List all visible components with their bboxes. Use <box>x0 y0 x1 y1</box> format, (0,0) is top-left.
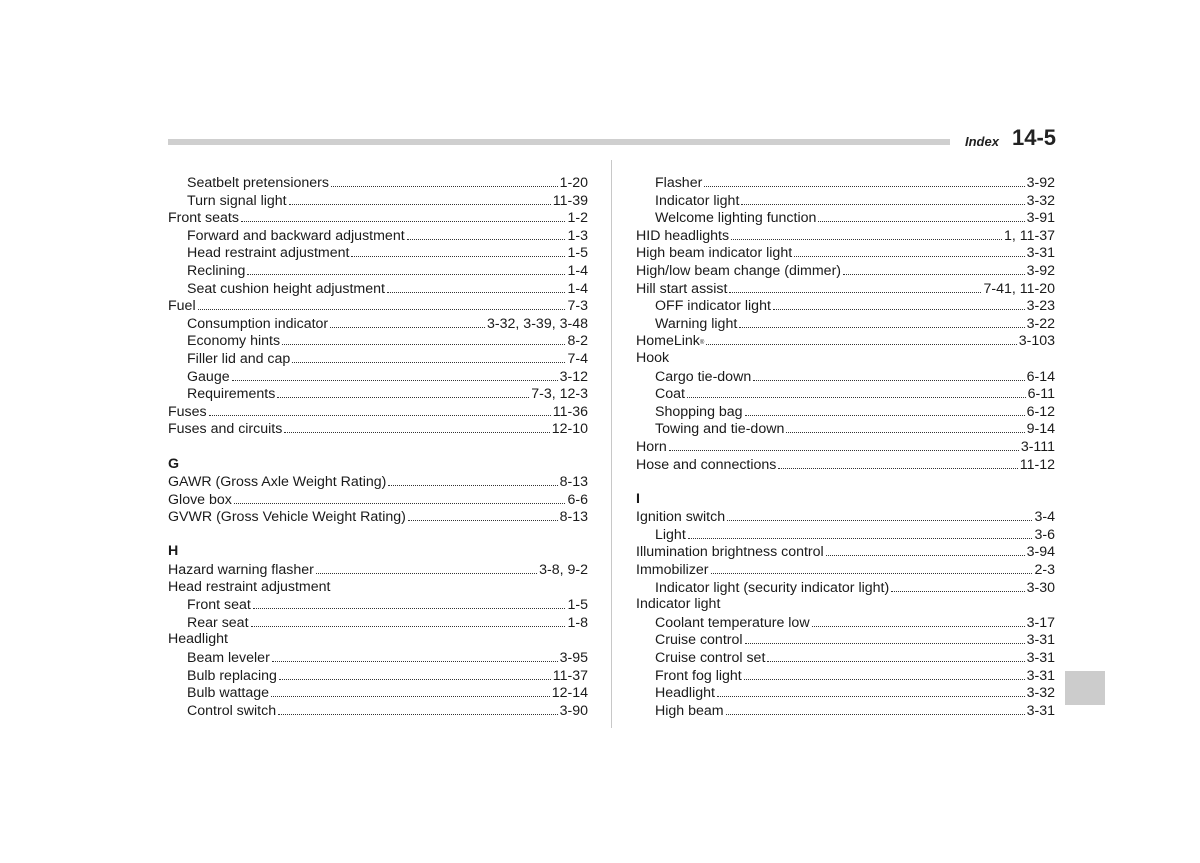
dot-leader <box>289 192 551 205</box>
entry-page-ref: 3-4 <box>1034 509 1055 526</box>
entry-term <box>636 245 792 263</box>
index-subentry <box>168 385 588 403</box>
entry-page-ref: 7-4 <box>567 350 588 367</box>
index-entry <box>168 579 588 597</box>
entry-page-ref: 3-32 <box>1026 685 1055 702</box>
dot-leader <box>277 385 529 398</box>
dot-leader <box>278 702 557 715</box>
index-subentry <box>636 385 1055 403</box>
entry-term <box>655 580 889 598</box>
entry-term-text: High beam indicator light <box>636 245 793 262</box>
entry-term <box>187 245 349 263</box>
entry-term-text: Horn <box>636 438 667 455</box>
dot-leader <box>330 315 485 328</box>
entry-page-ref: 3-31 <box>1026 650 1055 667</box>
dot-leader <box>745 631 1025 644</box>
entry-term-text: Coat <box>655 386 685 403</box>
entry-term <box>187 703 276 721</box>
entry-term-text: Head restraint adjustment <box>187 245 350 262</box>
index-subentry <box>168 332 588 350</box>
entry-term <box>187 263 245 281</box>
dot-leader <box>753 368 1024 381</box>
entry-term <box>187 193 287 211</box>
header-rule <box>168 139 950 145</box>
entry-term-text: Reclining <box>187 262 246 279</box>
dot-leader <box>731 227 1002 240</box>
entry-page-ref: 6-12 <box>1026 403 1055 420</box>
entry-term-text: Cruise control <box>655 632 743 649</box>
entry-term <box>187 175 329 193</box>
dot-leader <box>726 702 1025 715</box>
entry-term <box>636 228 729 246</box>
index-entry <box>636 280 1055 298</box>
entry-term-text: Indicator light <box>636 596 721 613</box>
entry-term-text: Head restraint adjustment <box>168 578 331 595</box>
entry-term <box>655 298 771 316</box>
entry-term <box>168 210 239 228</box>
entry-page-ref: 8-2 <box>567 333 588 350</box>
entry-term <box>636 350 669 368</box>
entry-term <box>168 421 282 439</box>
entry-term <box>168 579 330 597</box>
index-subentry <box>168 702 588 720</box>
entry-page-ref: 8-13 <box>559 474 588 491</box>
entry-term-text: Beam leveler <box>187 650 270 667</box>
dot-leader <box>818 209 1024 222</box>
entry-page-ref: 3-90 <box>559 702 588 719</box>
entry-page-ref: 12-14 <box>551 685 588 702</box>
entry-page-ref: 3-17 <box>1026 614 1055 631</box>
dot-leader <box>292 350 565 363</box>
entry-page-ref: 2-3 <box>1034 562 1055 579</box>
entry-term-text: Hook <box>636 349 670 366</box>
entry-page-ref: 9-14 <box>1026 421 1055 438</box>
entry-term-text: OFF indicator light <box>655 298 771 315</box>
entry-term-text: Economy hints <box>187 333 281 350</box>
entry-term <box>636 439 667 457</box>
dot-leader <box>773 297 1025 310</box>
entry-term <box>187 668 277 686</box>
index-entry <box>168 561 588 579</box>
entry-term <box>168 404 207 422</box>
entry-term <box>655 193 739 211</box>
dot-leader <box>234 491 566 504</box>
entry-term <box>168 631 228 649</box>
dot-leader <box>744 667 1025 680</box>
index-entry <box>168 473 588 491</box>
entry-term <box>187 333 280 351</box>
entry-term <box>168 298 196 316</box>
index-subentry <box>636 420 1055 438</box>
entry-term-text: Requirements <box>187 386 276 403</box>
index-entry <box>168 420 588 438</box>
index-subentry <box>168 244 588 262</box>
entry-term-text: Glove box <box>168 491 232 508</box>
index-entry <box>168 491 588 509</box>
entry-term-text: Headlight <box>655 685 715 702</box>
entry-term-text: Ignition switch <box>636 509 726 526</box>
entry-page-ref: 3-32, 3-39, 3-48 <box>487 315 588 332</box>
entry-page-ref: 3-95 <box>559 650 588 667</box>
index-entry <box>636 456 1055 474</box>
entry-term-text: Hill start assist <box>636 280 728 297</box>
index-subentry <box>168 315 588 333</box>
index-entry <box>168 209 588 227</box>
entry-page-ref: 11-39 <box>552 192 588 209</box>
index-subentry <box>168 280 588 298</box>
index-subentry <box>168 596 588 614</box>
entry-term <box>187 369 230 387</box>
entry-page-ref: 3-31 <box>1026 632 1055 649</box>
entry-term-text: High/low beam change (dimmer) <box>636 262 842 279</box>
entry-term <box>187 685 269 703</box>
entry-page-ref: 7-3 <box>567 298 588 315</box>
entry-term-text: HID headlights <box>636 227 730 244</box>
entry-term <box>168 474 386 492</box>
index-entry <box>636 332 1055 350</box>
entry-page-ref: 1-4 <box>567 262 588 279</box>
index-subentry <box>168 614 588 632</box>
entry-term-text: Front fog light <box>655 667 742 684</box>
entry-page-ref: 1-2 <box>567 210 588 227</box>
dot-leader <box>891 579 1024 592</box>
entry-page-ref: 3-32 <box>1026 192 1055 209</box>
entry-term-text: Fuses <box>168 403 207 420</box>
entry-term <box>655 386 685 404</box>
dot-leader <box>407 227 566 240</box>
entry-term <box>655 615 810 633</box>
index-subentry <box>636 403 1055 421</box>
entry-term <box>636 457 776 475</box>
entry-term-text: Shopping bag <box>655 403 743 420</box>
index-entry <box>168 631 588 649</box>
dot-leader <box>272 649 558 662</box>
entry-term <box>655 685 715 703</box>
letter-gap <box>168 438 588 456</box>
dot-leader <box>388 473 557 486</box>
dot-leader <box>794 244 1024 257</box>
entry-term-text: Front seats <box>168 210 239 227</box>
dot-leader <box>271 684 550 697</box>
entry-term-text: Indicator light <box>655 192 740 209</box>
dot-leader <box>843 262 1025 275</box>
entry-term <box>655 421 784 439</box>
entry-term <box>655 632 743 650</box>
entry-page-ref: 3-31 <box>1026 667 1055 684</box>
dot-leader <box>669 438 1019 451</box>
letter-gap <box>168 526 588 544</box>
entry-term-text: Fuel <box>168 298 196 315</box>
index-subentry <box>636 684 1055 702</box>
dot-leader <box>408 508 558 521</box>
entry-page-ref: 3-31 <box>1026 245 1055 262</box>
entry-term <box>187 351 290 369</box>
entry-term-text: Gauge <box>187 368 230 385</box>
index-subentry <box>636 614 1055 632</box>
entry-term-text: Front seat <box>187 597 251 614</box>
index-subentry <box>636 702 1055 720</box>
index-subentry <box>168 350 588 368</box>
entry-term <box>187 228 405 246</box>
dot-leader <box>282 332 565 345</box>
column-divider <box>611 160 612 728</box>
index-column-left <box>168 174 588 719</box>
dot-leader <box>745 403 1025 416</box>
index-column-right <box>636 174 1055 719</box>
entry-term-text: Cruise control set <box>655 650 766 667</box>
entry-term <box>655 404 743 422</box>
entry-page-ref: 3-6 <box>1034 526 1055 543</box>
dot-leader <box>767 649 1024 662</box>
entry-page-ref: 12-10 <box>551 421 588 438</box>
dot-leader <box>251 614 566 627</box>
dot-leader <box>232 368 558 381</box>
entry-page-ref: 1-3 <box>567 227 588 244</box>
entry-term-text: Indicator light (security indicator light) <box>655 579 890 596</box>
entry-term <box>168 509 406 527</box>
entry-term-text: Hazard warning flasher <box>168 562 314 579</box>
entry-term-text: Consumption indicator <box>187 315 329 332</box>
index-subentry <box>636 579 1055 597</box>
entry-page-ref: 3-31 <box>1026 702 1055 719</box>
entry-term-text: Light <box>655 526 686 543</box>
entry-term <box>655 703 724 721</box>
dot-leader <box>826 543 1025 556</box>
entry-term-text: Fuses and circuits <box>168 421 283 438</box>
entry-page-ref: 7-3, 12-3 <box>531 386 588 403</box>
dot-leader <box>704 174 1024 187</box>
entry-page-ref: 8-13 <box>559 509 588 526</box>
dot-leader <box>198 297 566 310</box>
entry-term <box>636 544 824 562</box>
index-subentry <box>636 526 1055 544</box>
page-number: 14-5 <box>1012 125 1057 150</box>
entry-term <box>187 650 270 668</box>
entry-page-ref: 11-12 <box>1019 456 1055 473</box>
entry-term <box>636 596 720 614</box>
entry-page-ref: 3-92 <box>1026 175 1055 191</box>
index-letter-heading: G <box>168 455 180 472</box>
index-subentry <box>168 174 588 192</box>
entry-term-text: Seatbelt pretensioners <box>187 175 329 191</box>
index-letter-heading: H <box>168 543 179 560</box>
entry-term <box>187 597 251 615</box>
index-subentry <box>168 368 588 386</box>
entry-term-text: Control switch <box>187 702 277 719</box>
dot-leader <box>253 596 566 609</box>
index-subentry <box>636 315 1055 333</box>
index-subentry <box>636 368 1055 386</box>
dot-leader <box>247 262 565 275</box>
dot-leader <box>711 561 1033 574</box>
index-subentry <box>168 262 588 280</box>
entry-page-ref: 3-8, 9-2 <box>539 562 588 579</box>
entry-page-ref: 1-5 <box>567 245 588 262</box>
entry-page-ref: 1-8 <box>567 614 588 631</box>
entry-page-ref: 3-111 <box>1020 438 1055 455</box>
entry-term-text: High beam <box>655 702 724 719</box>
dot-leader <box>717 684 1025 697</box>
entry-term <box>655 316 737 334</box>
index-subentry <box>168 227 588 245</box>
entry-term-text: Bulb wattage <box>187 685 270 702</box>
dot-leader <box>741 192 1024 205</box>
entry-page-ref: 1-4 <box>567 280 588 297</box>
dot-leader <box>786 420 1024 433</box>
index-letter-heading: I <box>636 490 640 507</box>
index-subentry <box>168 649 588 667</box>
entry-term <box>655 369 751 387</box>
entry-term <box>187 281 385 299</box>
entry-page-ref: 11-36 <box>552 403 588 420</box>
index-entry <box>636 227 1055 245</box>
letter-gap <box>636 473 1055 491</box>
registered-mark: ® <box>699 340 705 347</box>
entry-term-text: GAWR (Gross Axle Weight Rating) <box>168 474 387 491</box>
entry-term-text: Welcome lighting function <box>655 210 817 227</box>
index-entry <box>636 508 1055 526</box>
entry-term <box>655 175 702 193</box>
thumb-index-tab <box>1065 671 1105 705</box>
entry-page-ref: 6-11 <box>1027 386 1055 403</box>
entry-term <box>636 509 725 527</box>
entry-page-ref: 7-41, 11-20 <box>983 280 1055 297</box>
entry-term <box>168 492 232 510</box>
entry-term-text: Seat cushion height adjustment <box>187 280 385 297</box>
entry-term-text: Warning light <box>655 315 738 332</box>
entry-term-text: Headlight <box>168 631 228 648</box>
entry-page-ref: 1-5 <box>567 597 588 614</box>
dot-leader <box>316 561 537 574</box>
entry-page-ref: 3-30 <box>1026 579 1055 596</box>
index-entry <box>636 244 1055 262</box>
section-title: Index <box>965 134 999 149</box>
entry-term-text: GVWR (Gross Vehicle Weight Rating) <box>168 509 406 526</box>
index-subentry <box>168 192 588 210</box>
entry-term-text: Flasher <box>655 175 703 191</box>
dot-leader <box>331 174 558 187</box>
index-entry <box>636 543 1055 561</box>
entry-term <box>655 668 742 686</box>
dot-leader <box>706 332 1016 345</box>
entry-term <box>655 527 686 545</box>
entry-term <box>655 210 816 228</box>
index-subentry <box>168 667 588 685</box>
entry-page-ref: 6-6 <box>567 491 588 508</box>
index-subentry <box>636 297 1055 315</box>
entry-term-text: Rear seat <box>187 614 249 631</box>
entry-page-ref: 3-92 <box>1026 262 1055 279</box>
index-subentry <box>168 684 588 702</box>
entry-term <box>187 386 275 404</box>
entry-term <box>636 562 709 580</box>
index-subentry <box>636 631 1055 649</box>
index-entry <box>636 262 1055 280</box>
index-subentry <box>636 649 1055 667</box>
entry-term-text: Illumination brightness control <box>636 544 824 561</box>
entry-page-ref: 3-22 <box>1026 315 1055 332</box>
entry-page-ref: 3-23 <box>1026 298 1055 315</box>
dot-leader <box>812 614 1025 627</box>
entry-term-text: Cargo tie-down <box>655 368 752 385</box>
index-subentry <box>636 192 1055 210</box>
entry-term-text: Turn signal light <box>187 192 287 209</box>
entry-page-ref: 1-20 <box>559 175 588 191</box>
entry-page-ref: 3-103 <box>1018 333 1055 350</box>
entry-page-ref: 11-37 <box>552 667 588 684</box>
entry-term <box>655 650 765 668</box>
entry-page-ref: 6-14 <box>1026 368 1055 385</box>
dot-leader <box>351 244 565 257</box>
index-entry <box>636 596 1055 614</box>
dot-leader <box>209 403 551 416</box>
entry-term-text: Forward and backward adjustment <box>187 227 405 244</box>
entry-term-text: Hose and connections <box>636 456 777 473</box>
index-subentry <box>636 174 1055 192</box>
dot-leader <box>284 420 549 433</box>
index-entry <box>636 561 1055 579</box>
dot-leader <box>727 508 1032 521</box>
entry-term-text: Towing and tie-down <box>655 421 785 438</box>
dot-leader <box>687 385 1026 398</box>
entry-term-text: Coolant temperature low <box>655 614 810 631</box>
dot-leader <box>241 209 566 222</box>
index-entry <box>168 508 588 526</box>
entry-term <box>168 562 314 580</box>
entry-page-ref: 1, 11-37 <box>1003 227 1055 244</box>
entry-term-text: HomeLink <box>636 333 700 350</box>
entry-term <box>636 263 841 281</box>
entry-page-ref: 3-12 <box>559 368 588 385</box>
index-subentry <box>636 209 1055 227</box>
entry-page-ref: 3-94 <box>1026 544 1055 561</box>
dot-leader <box>739 315 1024 328</box>
entry-term <box>636 281 727 299</box>
dot-leader <box>778 456 1017 469</box>
entry-page-ref: 3-91 <box>1026 210 1055 227</box>
entry-term-text: Immobilizer <box>636 562 709 579</box>
index-entry <box>168 297 588 315</box>
entry-term-text: Filler lid and cap <box>187 350 291 367</box>
dot-leader <box>279 667 551 680</box>
index-entry <box>168 403 588 421</box>
dot-leader <box>387 280 566 293</box>
dot-leader <box>729 280 981 293</box>
entry-term <box>187 316 328 334</box>
entry-term-text: Bulb replacing <box>187 667 277 684</box>
index-subentry <box>636 667 1055 685</box>
dot-leader <box>688 526 1033 539</box>
index-entry <box>636 438 1055 456</box>
entry-term <box>187 615 249 633</box>
